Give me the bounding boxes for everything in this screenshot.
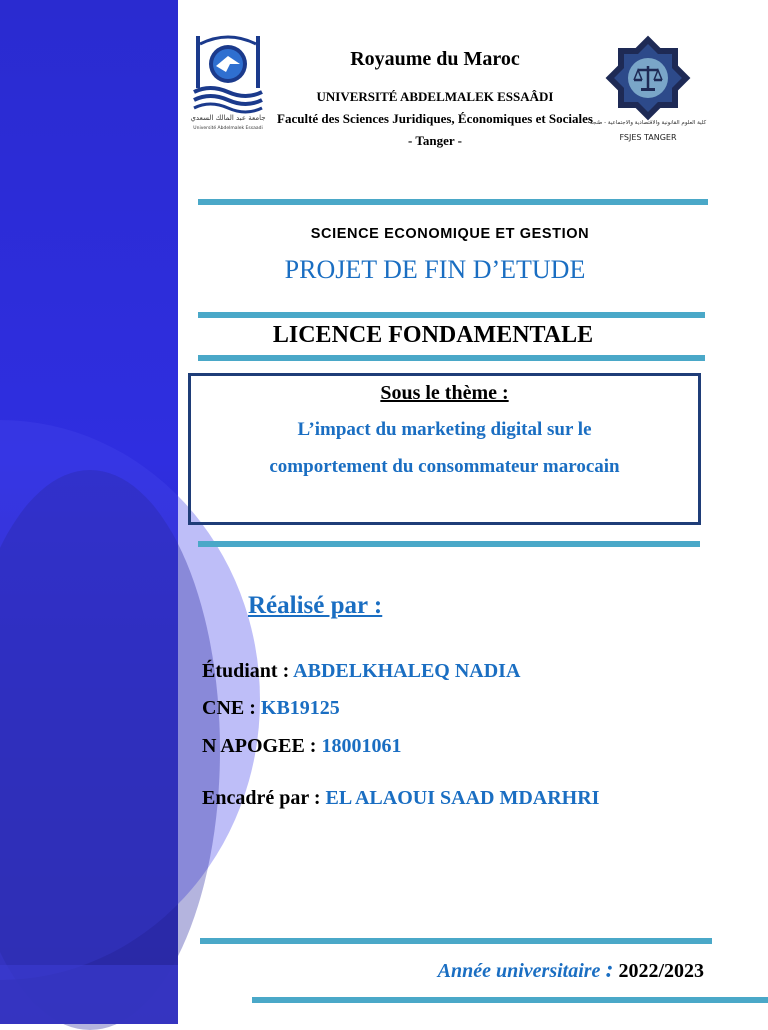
student-label: Étudiant : <box>202 660 294 682</box>
university-name: UNIVERSITÉ ABDELMALEK ESSAÂDI <box>316 89 554 104</box>
theme-box <box>188 373 701 525</box>
supervisor-label: Encadré par : <box>202 787 326 809</box>
theme-line-2: comportement du consommateur marocain <box>269 456 620 477</box>
degree-title: LICENCE FONDAMENTALE <box>272 322 594 348</box>
logo-left-latin: Université Abdelmalek Essaadi <box>193 126 263 131</box>
apogee-value: 18001061 <box>321 735 402 757</box>
cne-value: KB19125 <box>260 697 340 719</box>
sidebar-band <box>0 965 178 1024</box>
project-title: PROJET DE FIN D’ETUDE <box>284 255 586 284</box>
logo-left-arabic: جامعة عبد المالك السعدي <box>190 114 266 122</box>
divider-rule <box>252 997 768 1003</box>
divider-rule <box>198 355 705 361</box>
divider-rule <box>198 199 708 205</box>
logo-right-arabic: كلية العلوم القانونية والاقتصادية والاجتماعية - طنجة <box>589 120 707 126</box>
student-row <box>202 657 520 685</box>
field-of-study: SCIENCE ECONOMIQUE ET GESTION <box>310 226 590 242</box>
logo-right-latin: FSJES TANGER <box>619 133 677 142</box>
academic-year-colon: : <box>605 957 614 983</box>
author-heading: Réalisé par : <box>248 592 383 619</box>
faculty-name: Faculté des Sciences Juridiques, Économiques et Sociales <box>277 111 593 126</box>
apogee-label: N APOGEE : <box>202 735 322 757</box>
cne-label: CNE : <box>202 697 261 719</box>
academic-year-value: 2022/2023 <box>618 960 704 982</box>
academic-year <box>438 956 704 985</box>
student-value: ABDELKHALEQ NADIA <box>293 660 521 682</box>
divider-rule <box>200 938 712 944</box>
decorative-sidebar <box>0 0 178 1024</box>
supervisor-row <box>202 784 599 812</box>
theme-label: Sous le thème : <box>380 382 509 404</box>
country-title: Royaume du Maroc <box>350 48 520 70</box>
city-name: - Tanger - <box>408 133 462 148</box>
divider-rule <box>198 541 700 547</box>
apogee-row <box>202 732 401 760</box>
faculty-logo <box>589 40 707 146</box>
academic-year-label: Année universitaire <box>437 960 601 982</box>
university-logo <box>190 34 266 132</box>
cne-row <box>202 694 340 722</box>
institution-header <box>270 44 600 150</box>
theme-line-1: L’impact du marketing digital sur le <box>297 419 592 440</box>
supervisor-value: EL ALAOUI SAAD MDARHRI <box>325 787 600 809</box>
